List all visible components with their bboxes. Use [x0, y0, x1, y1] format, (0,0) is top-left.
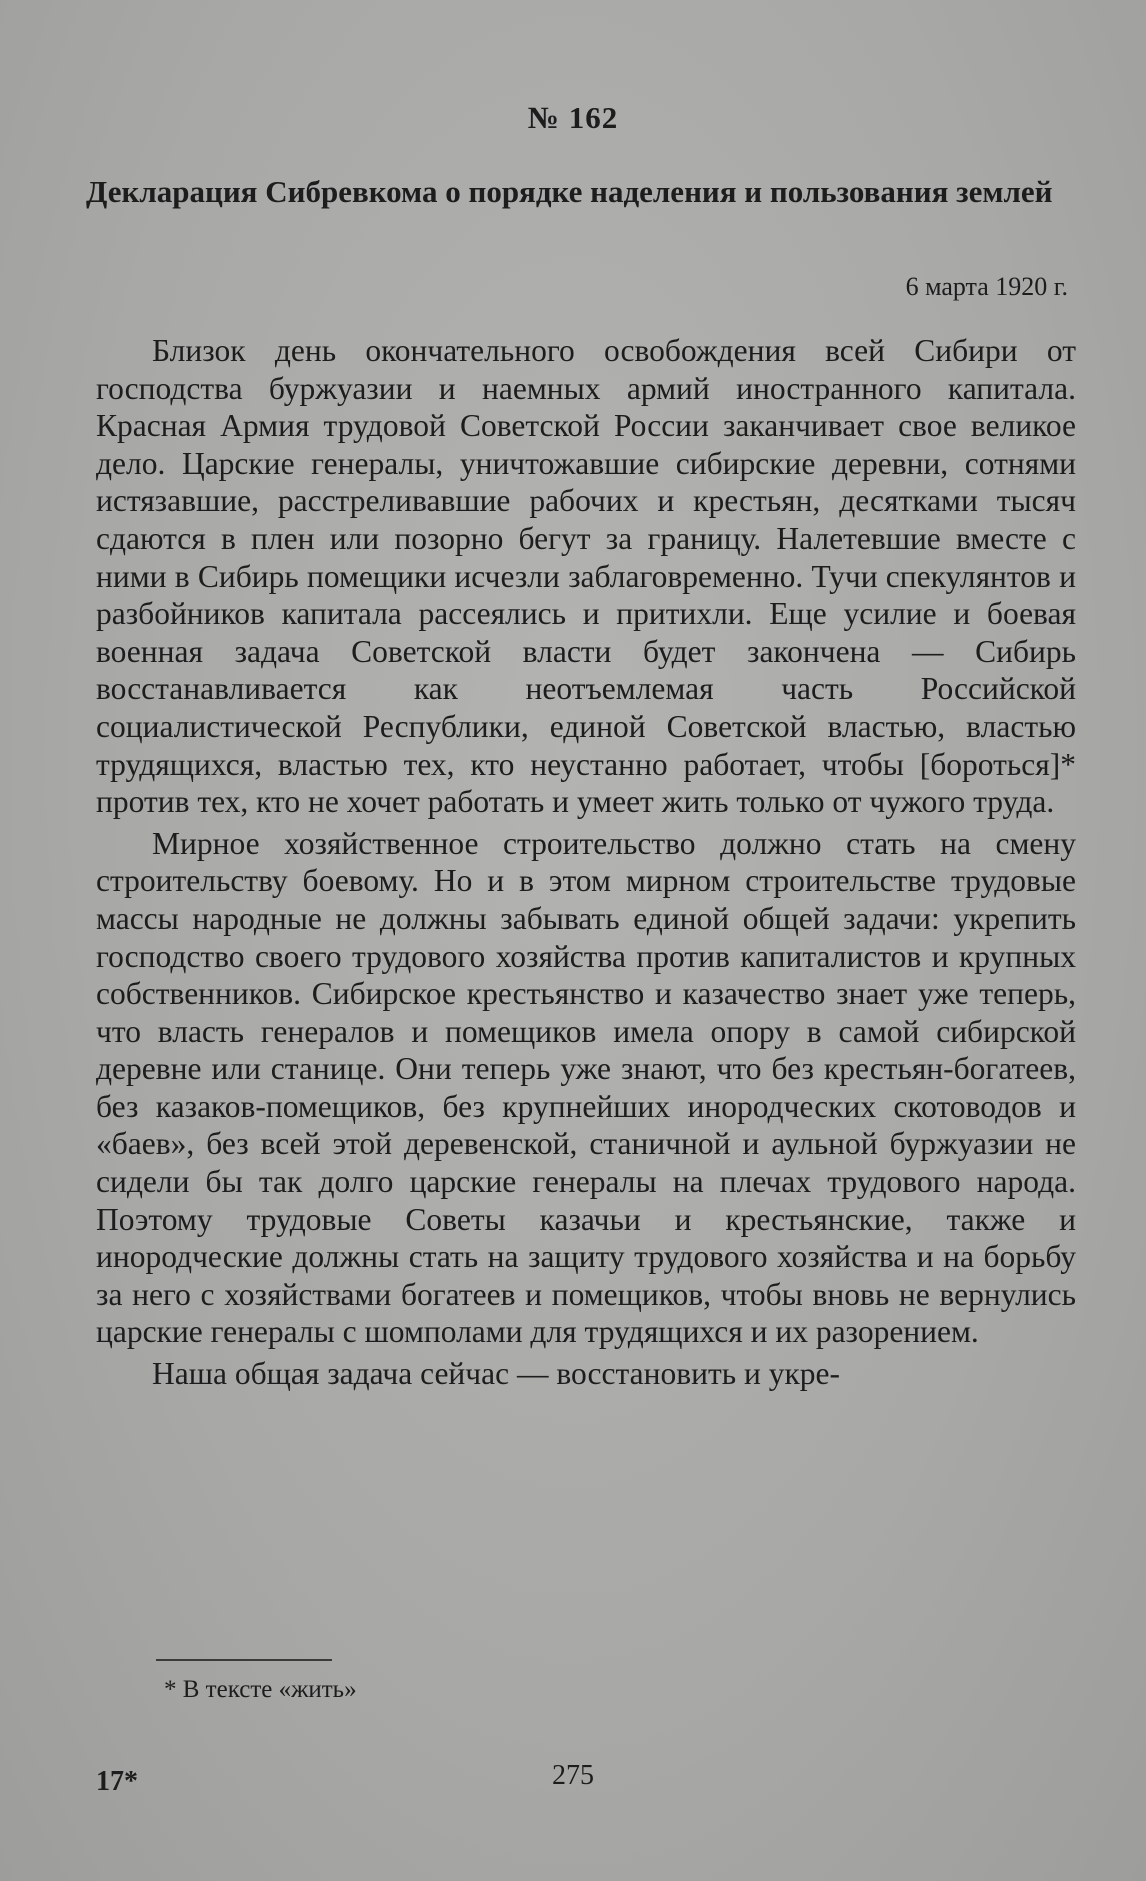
document-number: № 162 — [527, 100, 619, 135]
footnote: * В тексте «жить» — [164, 1676, 357, 1703]
page-number: 275 — [552, 1760, 594, 1791]
paragraph: Близок день окончательного освобождения всей Сибири от господства буржуазии и наемных армий иностранного капитала. Красная Армия трудовой Советской России заканчивает свое великое дело. Царские генералы, уничтожавшие сибирские деревни, сотнями истязавшие, расстреливавшие рабочих и крестьян, десятками тысяч сдаются в плен или позорно бегут за границу. Налетевшие вместе с ними в Сибирь помещики исчезли заблаговременно. Тучи спекулянтов и разбойников капитала рассеялись и притихли. Еще усилие и боевая военная задача Советской власти будет закончена — Сибирь восстанавливается как неотъемлемая часть Российской социалистической Республики, единой Советской властью, властью трудящихся, властью тех, кто неустанно работает, чтобы [бороться]* против тех, кто не хочет работать и умеет жить только от чужого труда. — [96, 333, 1076, 820]
paragraph: Наша общая задача сейчас — восстановить и укре- — [152, 1356, 840, 1392]
document-title: Декларация Сибревкома о порядке наделения и пользования землей — [86, 174, 1053, 209]
printer-signature-mark: 17* — [96, 1766, 138, 1797]
body-text — [96, 332, 1076, 1397]
paragraph: Мирное хозяйственное строительство должно стать на смену строительству боевому. Но и в этом мирном строительстве трудовые массы народные не должны забывать единой общей задачи: укрепить господство своего трудового хозяйства против капиталистов и крупных собственников. Сибирское крестьянство и казачество знает уже теперь, что власть генералов и помещиков имела опору в самой сибирской деревне или станице. Они теперь уже знают, что без крестьян-богатеев, без казаков-помещиков, без крупнейших инородческих скотоводов и «баев», без всей этой деревенской, станичной и аульной буржуазии не сидели бы так долго царские генералы на плечах трудового народа. Поэтому трудовые Советы казачьи и крестьянские, также и инородческие должны стать на защиту трудового хозяйства и на борьбу за него с хозяйствами богатеев и помещиков, чтобы вновь не вернулись царские генералы с шомполами для трудящихся и их разорением. — [96, 825, 1076, 1350]
footnote-divider — [156, 1659, 332, 1661]
document-date: 6 марта 1920 г. — [905, 272, 1068, 301]
